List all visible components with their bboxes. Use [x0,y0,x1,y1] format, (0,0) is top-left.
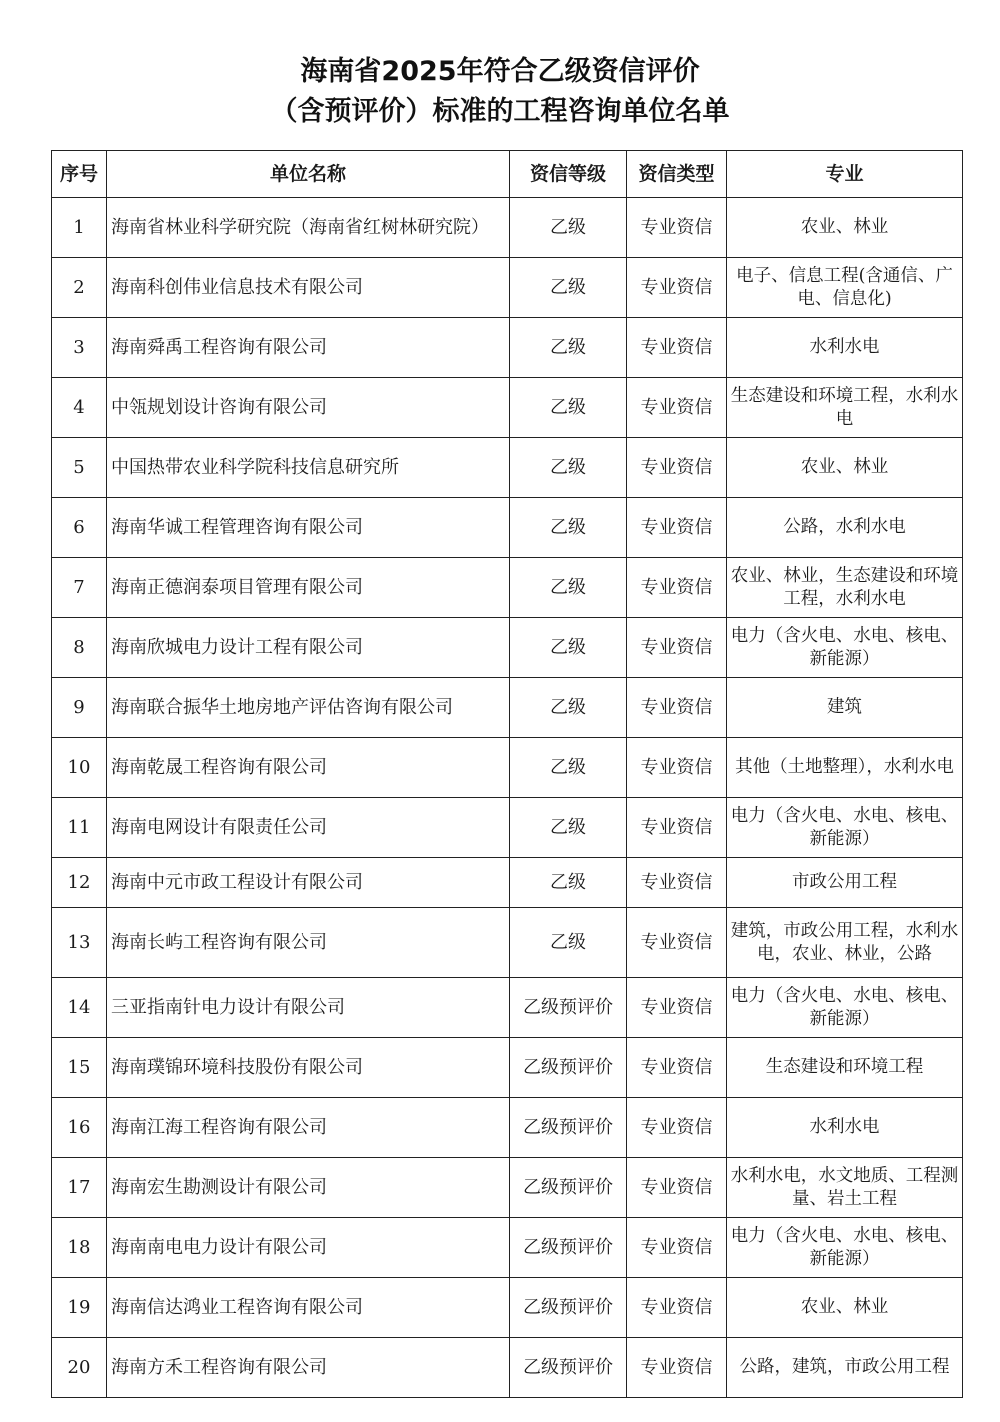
table-row [52,1098,963,1158]
table-row [52,258,963,318]
cell-unit-name: 海南舜禹工程咨询有限公司 [107,318,510,378]
table-row [52,978,963,1038]
cell-no: 3 [52,318,107,378]
header-grade: 资信等级 [510,151,627,198]
title-line-1: 海南省2025年符合乙级资信评价 [300,56,700,87]
cell-grade: 乙级 [510,858,627,908]
cell-unit-name: 中瓴规划设计咨询有限公司 [107,378,510,438]
header-type: 资信类型 [627,151,727,198]
cell-unit-name: 海南宏生勘测设计有限公司 [107,1158,510,1218]
cell-no: 16 [52,1098,107,1158]
cell-grade: 乙级 [510,678,627,738]
table-row [52,318,963,378]
cell-major: 市政公用工程 [727,858,963,908]
cell-type: 专业资信 [627,1098,727,1158]
cell-grade: 乙级预评价 [510,1098,627,1158]
cell-no: 8 [52,618,107,678]
cell-major: 农业、林业，生态建设和环境工程，水利水电 [727,558,963,618]
table-row [52,1218,963,1278]
table-row [52,1158,963,1218]
cell-unit-name: 中国热带农业科学院科技信息研究所 [107,438,510,498]
cell-type: 专业资信 [627,1218,727,1278]
cell-type: 专业资信 [627,798,727,858]
cell-unit-name: 海南正德润泰项目管理有限公司 [107,558,510,618]
table-row [52,198,963,258]
cell-grade: 乙级 [510,558,627,618]
cell-no: 17 [52,1158,107,1218]
cell-grade: 乙级预评价 [510,1278,627,1338]
cell-unit-name: 海南电网设计有限责任公司 [107,798,510,858]
cell-no: 10 [52,738,107,798]
cell-major: 生态建设和环境工程，水利水电 [727,378,963,438]
cell-major: 水利水电，水文地质、工程测量、岩土工程 [727,1158,963,1218]
cell-unit-name: 海南信达鸿业工程咨询有限公司 [107,1278,510,1338]
table-row [52,678,963,738]
header-major: 专业 [727,151,963,198]
cell-type: 专业资信 [627,198,727,258]
cell-unit-name: 三亚指南针电力设计有限公司 [107,978,510,1038]
cell-grade: 乙级 [510,258,627,318]
cell-grade: 乙级 [510,198,627,258]
cell-grade: 乙级预评价 [510,1338,627,1398]
cell-type: 专业资信 [627,738,727,798]
cell-grade: 乙级预评价 [510,978,627,1038]
cell-type: 专业资信 [627,1038,727,1098]
table-row [52,908,963,978]
cell-no: 2 [52,258,107,318]
cell-unit-name: 海南江海工程咨询有限公司 [107,1098,510,1158]
cell-major: 生态建设和环境工程 [727,1038,963,1098]
unit-list-table [51,150,963,1398]
table-row [52,1038,963,1098]
cell-unit-name: 海南方禾工程咨询有限公司 [107,1338,510,1398]
cell-major: 农业、林业 [727,438,963,498]
cell-type: 专业资信 [627,258,727,318]
cell-major: 农业、林业 [727,1278,963,1338]
title-line-2: （含预评价）标准的工程咨询单位名单 [270,96,730,127]
cell-type: 专业资信 [627,498,727,558]
cell-grade: 乙级预评价 [510,1038,627,1098]
cell-unit-name: 海南省林业科学研究院（海南省红树林研究院） [107,198,510,258]
table-row [52,378,963,438]
cell-unit-name: 海南长屿工程咨询有限公司 [107,908,510,978]
cell-major: 电力（含火电、水电、核电、新能源） [727,1218,963,1278]
document-title [0,52,1000,132]
cell-major: 电子、信息工程(含通信、广电、信息化) [727,258,963,318]
cell-grade: 乙级 [510,798,627,858]
cell-type: 专业资信 [627,858,727,908]
cell-no: 7 [52,558,107,618]
cell-major: 其他（土地整理），水利水电 [727,738,963,798]
cell-no: 9 [52,678,107,738]
table-row [52,498,963,558]
cell-unit-name: 海南乾晟工程咨询有限公司 [107,738,510,798]
table-row [52,618,963,678]
cell-major: 农业、林业 [727,198,963,258]
cell-grade: 乙级 [510,498,627,558]
cell-unit-name: 海南科创伟业信息技术有限公司 [107,258,510,318]
cell-no: 11 [52,798,107,858]
cell-major: 水利水电 [727,318,963,378]
cell-grade: 乙级 [510,438,627,498]
cell-unit-name: 海南华诚工程管理咨询有限公司 [107,498,510,558]
cell-no: 15 [52,1038,107,1098]
cell-type: 专业资信 [627,438,727,498]
table-row [52,738,963,798]
cell-grade: 乙级预评价 [510,1218,627,1278]
table-row [52,558,963,618]
cell-type: 专业资信 [627,378,727,438]
cell-major: 建筑 [727,678,963,738]
cell-no: 4 [52,378,107,438]
header-no: 序号 [52,151,107,198]
table-row [52,438,963,498]
cell-type: 专业资信 [627,908,727,978]
cell-no: 1 [52,198,107,258]
cell-type: 专业资信 [627,1158,727,1218]
cell-major: 电力（含火电、水电、核电、新能源） [727,978,963,1038]
cell-grade: 乙级 [510,318,627,378]
cell-major: 电力（含火电、水电、核电、新能源） [727,798,963,858]
cell-type: 专业资信 [627,318,727,378]
cell-grade: 乙级预评价 [510,1158,627,1218]
cell-grade: 乙级 [510,908,627,978]
cell-no: 14 [52,978,107,1038]
cell-major: 水利水电 [727,1098,963,1158]
cell-type: 专业资信 [627,1338,727,1398]
header-name: 单位名称 [107,151,510,198]
cell-major: 公路，水利水电 [727,498,963,558]
cell-type: 专业资信 [627,618,727,678]
cell-grade: 乙级 [510,378,627,438]
table-row [52,1338,963,1398]
table-body [52,198,963,1398]
cell-grade: 乙级 [510,618,627,678]
cell-unit-name: 海南中元市政工程设计有限公司 [107,858,510,908]
cell-grade: 乙级 [510,738,627,798]
cell-no: 20 [52,1338,107,1398]
cell-no: 5 [52,438,107,498]
cell-type: 专业资信 [627,1278,727,1338]
cell-no: 6 [52,498,107,558]
cell-no: 19 [52,1278,107,1338]
cell-no: 13 [52,908,107,978]
cell-major: 公路，建筑，市政公用工程 [727,1338,963,1398]
table-row [52,798,963,858]
table-row [52,858,963,908]
table-row [52,1278,963,1338]
cell-unit-name: 海南南电电力设计有限公司 [107,1218,510,1278]
cell-major: 建筑，市政公用工程，水利水电，农业、林业，公路 [727,908,963,978]
cell-unit-name: 海南欣城电力设计工程有限公司 [107,618,510,678]
cell-major: 电力（含火电、水电、核电、新能源） [727,618,963,678]
cell-type: 专业资信 [627,678,727,738]
cell-unit-name: 海南璞锦环境科技股份有限公司 [107,1038,510,1098]
cell-type: 专业资信 [627,978,727,1038]
cell-unit-name: 海南联合振华土地房地产评估咨询有限公司 [107,678,510,738]
table-header-row [52,151,963,198]
cell-type: 专业资信 [627,558,727,618]
cell-no: 18 [52,1218,107,1278]
cell-no: 12 [52,858,107,908]
